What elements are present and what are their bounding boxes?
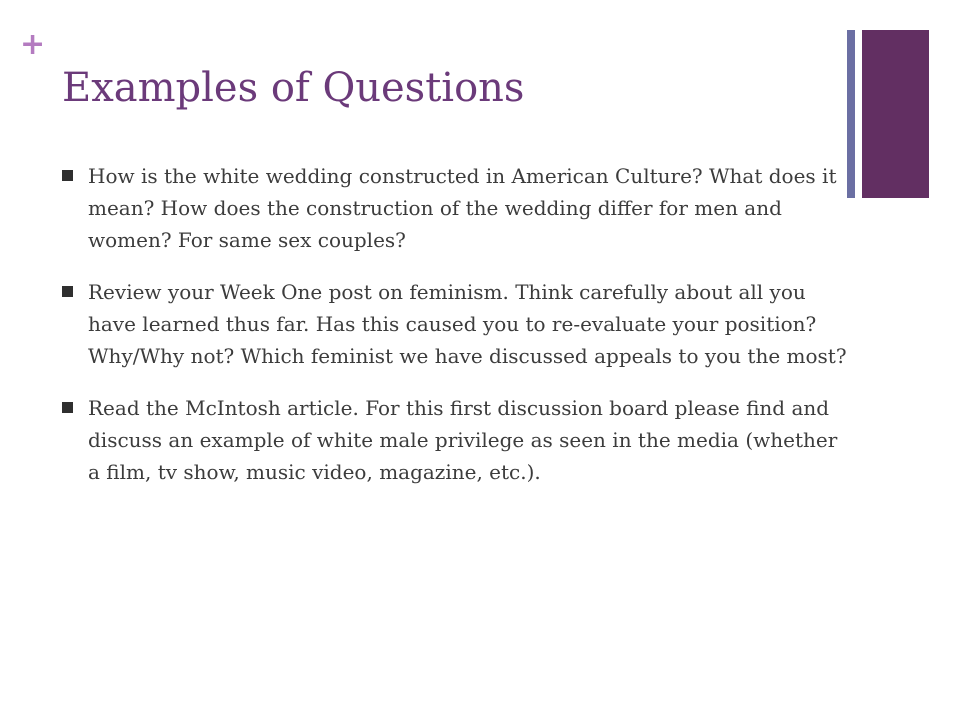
bullet-item [62,276,852,372]
square-bullet-icon [62,402,73,413]
bullet-item [62,160,852,256]
bullet-text: Read the McIntosh article. For this first discussion board please find and discuss an example of white male privilege as seen in the media (whether a film, tv show, music video, magazine, etc.). [88,396,838,484]
bullet-item [62,392,852,488]
slide-title: Examples of Questions [62,65,525,111]
square-bullet-icon [62,286,73,297]
square-bullet-icon [62,170,73,181]
bullet-list [62,160,852,508]
bullet-text: How is the white wedding constructed in American Culture? What does it mean? How does the construction of the wedding differ for men and women? For same sex couples? [88,164,837,252]
accent-bar-thick [862,30,929,198]
bullet-text: Review your Week One post on feminism. Think carefully about all you have learned thus far. Has this caused you to re-evaluate your position? Why/Why not? Which feminist we have discussed appeals to you the most? [88,280,847,368]
plus-icon: + [20,27,46,62]
